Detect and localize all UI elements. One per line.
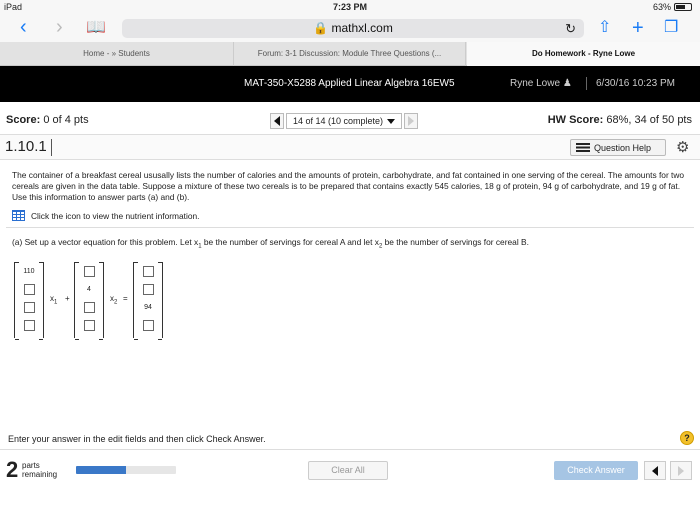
user-name bbox=[510, 78, 572, 89]
status-bar bbox=[0, 0, 700, 14]
vector-entry-input[interactable] bbox=[84, 302, 95, 313]
hw-score-value: 68%, 34 of 50 pts bbox=[606, 114, 692, 126]
question-navigator bbox=[270, 112, 418, 130]
part-a-text-1: (a) Set up a vector equation for this problem. Let x bbox=[12, 237, 199, 247]
sub-1: 1 bbox=[198, 243, 202, 250]
help-icon[interactable]: ? bbox=[680, 431, 694, 445]
score bbox=[6, 114, 89, 126]
header-divider bbox=[586, 77, 587, 90]
clock: 7:23 PM bbox=[332, 2, 367, 12]
part-a-text-3: be the number of servings for cereal B. bbox=[382, 237, 529, 247]
vector-entry-input[interactable] bbox=[143, 266, 154, 277]
score-value: 0 of 4 pts bbox=[43, 114, 89, 126]
var-x2-sub: 2 bbox=[114, 299, 118, 306]
question-help-button[interactable] bbox=[570, 139, 666, 156]
parts-label-1: parts bbox=[22, 461, 40, 470]
problem-bar bbox=[0, 134, 700, 160]
gear-icon[interactable]: ⚙ bbox=[676, 139, 690, 156]
next-part-button[interactable] bbox=[670, 461, 692, 480]
new-tab-icon[interactable]: + bbox=[632, 17, 644, 39]
back-icon[interactable]: ‹ bbox=[20, 16, 27, 38]
equals-sign: = bbox=[123, 294, 128, 303]
hw-score bbox=[548, 114, 692, 126]
parts-label-2: remaining bbox=[22, 470, 58, 479]
progress-fill bbox=[76, 466, 126, 474]
parts-count: 2 bbox=[6, 457, 19, 482]
forward-icon[interactable]: › bbox=[56, 16, 63, 38]
tabs-overview-icon[interactable]: ❐ bbox=[664, 19, 679, 36]
tab-home[interactable]: Home - » Students bbox=[83, 49, 150, 58]
next-question-button[interactable] bbox=[404, 113, 418, 129]
battery-indicator bbox=[653, 2, 692, 12]
browser-toolbar bbox=[0, 14, 700, 42]
problem-text: The container of a breakfast cereal ususally lists the number of calories and the amounts of protein, carbohydrate, and fat contained in one serving of the cereal. The amounts for two cereals are given in the data table. Suppose a mixture of these two cereals is to be prepared that contains exactly 545 calories, 18 g of protein, 94 g of carbohydrate, and 19 g of fat. Use this information to answer parts (a) and (b). bbox=[12, 170, 685, 202]
nutrient-info-link[interactable] bbox=[12, 210, 200, 221]
vector-entry-input[interactable] bbox=[143, 320, 154, 331]
check-answer-button[interactable]: Check Answer bbox=[554, 461, 638, 480]
prev-question-button[interactable] bbox=[270, 113, 284, 129]
url-text: mathxl.com bbox=[331, 21, 393, 35]
clear-all-button[interactable]: Clear All bbox=[308, 461, 388, 480]
var-x1 bbox=[50, 294, 57, 306]
parts-progress-bar bbox=[76, 466, 176, 474]
parts-label bbox=[22, 461, 57, 479]
footer-bar bbox=[0, 449, 700, 487]
tab-forum[interactable]: Forum: 3-1 Discussion: Module Three Questions (... bbox=[233, 42, 466, 66]
text-cursor bbox=[51, 139, 52, 156]
vector-entry-input[interactable] bbox=[24, 284, 35, 295]
problem-number: 1.10.1 bbox=[5, 138, 47, 155]
vector-value: 94 bbox=[144, 304, 152, 311]
question-select[interactable] bbox=[286, 113, 402, 129]
vector-entry-input[interactable] bbox=[24, 320, 35, 331]
vector-value: 4 bbox=[87, 286, 91, 293]
vector-entry-input[interactable] bbox=[84, 266, 95, 277]
share-icon[interactable]: ⇧ bbox=[598, 19, 612, 36]
reload-icon[interactable]: ↻ bbox=[565, 21, 576, 36]
vector-a bbox=[14, 262, 44, 338]
address-bar[interactable] bbox=[122, 19, 584, 38]
tab-strip bbox=[0, 42, 700, 66]
vector-entry-input[interactable] bbox=[84, 320, 95, 331]
divider bbox=[6, 227, 694, 228]
var-x1-label: x bbox=[50, 294, 54, 303]
left-arrow-icon bbox=[274, 116, 280, 126]
menu-icon bbox=[576, 143, 590, 152]
part-a-prompt bbox=[12, 237, 529, 250]
table-icon[interactable] bbox=[12, 210, 25, 221]
battery-icon bbox=[674, 3, 692, 11]
var-x2 bbox=[110, 294, 117, 306]
user-name-label: Ryne Lowe bbox=[510, 78, 561, 89]
header-datetime: 6/30/16 10:23 PM bbox=[596, 78, 675, 89]
vector-result bbox=[133, 262, 163, 338]
sub-2: 2 bbox=[378, 243, 383, 250]
vector-entry-input[interactable] bbox=[143, 284, 154, 295]
right-arrow-icon bbox=[408, 116, 414, 126]
prev-part-button[interactable] bbox=[644, 461, 666, 480]
battery-percent: 63% bbox=[652, 2, 671, 12]
nutrient-info-label: Click the icon to view the nutrient information. bbox=[31, 210, 200, 221]
lock-icon: 🔒 bbox=[313, 21, 329, 35]
var-x1-sub: 1 bbox=[54, 299, 58, 306]
left-arrow-icon bbox=[652, 466, 658, 476]
chevron-down-icon bbox=[387, 119, 395, 124]
bookmarks-icon[interactable]: 📖 bbox=[86, 19, 106, 36]
plus-sign: + bbox=[65, 294, 70, 303]
course-header bbox=[0, 66, 700, 102]
vector-value: 110 bbox=[23, 268, 35, 275]
part-a-text-2: be the number of servings for cereal A and let x bbox=[201, 237, 379, 247]
course-title: MAT-350-X5288 Applied Linear Algebra 16EW5 bbox=[244, 78, 455, 89]
question-help-label: Question Help bbox=[594, 142, 652, 153]
score-label: Score: bbox=[6, 114, 41, 126]
user-icon: ♟ bbox=[562, 78, 572, 89]
hw-score-label: HW Score: bbox=[547, 114, 604, 126]
var-x2-label: x bbox=[110, 294, 114, 303]
footer-instruction: Enter your answer in the edit fields and then click Check Answer. bbox=[8, 434, 266, 444]
right-arrow-icon bbox=[678, 466, 684, 476]
question-select-value: 14 of 14 (10 complete) bbox=[293, 116, 384, 126]
tab-homework[interactable]: Do Homework - Ryne Lowe bbox=[467, 42, 700, 66]
vector-b bbox=[74, 262, 104, 338]
vector-entry-input[interactable] bbox=[24, 302, 35, 313]
score-bar bbox=[0, 110, 700, 132]
device-label: iPad bbox=[4, 2, 23, 12]
